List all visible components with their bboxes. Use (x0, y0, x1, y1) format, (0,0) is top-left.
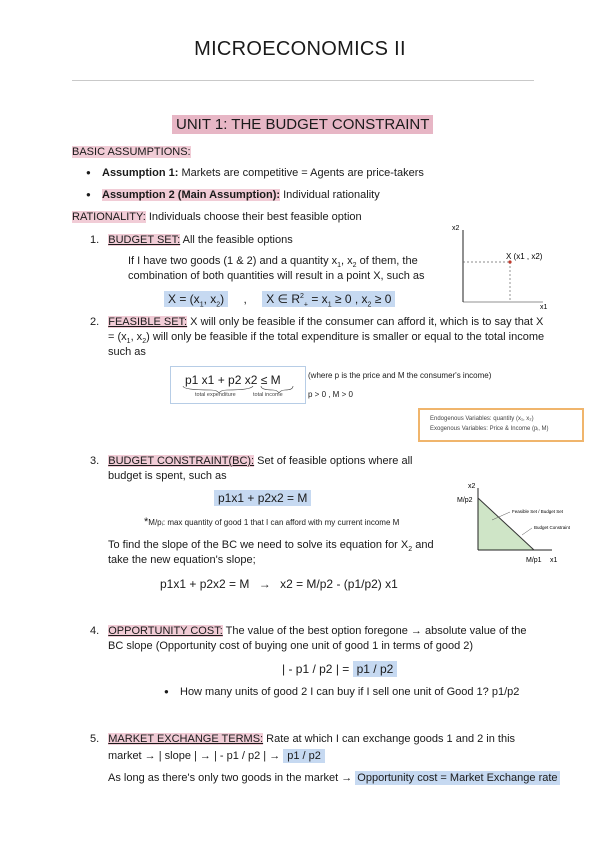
desc1-b: , x (341, 255, 353, 267)
eq1-b: , x (203, 292, 217, 306)
desc1-sub2: 2 (352, 262, 357, 270)
feasible-set-line1: X will only be feasible if the consumer can afford it, which is to say that X (187, 316, 544, 328)
desc1-c: of them, the (356, 255, 418, 267)
basic-assumptions-label: BASIC ASSUMPTIONS: (72, 146, 191, 158)
assumption-1-text: Markets are competitive = Agents are price-takers (178, 167, 424, 179)
eq1-sub1: 1 (199, 301, 204, 309)
graph1-point-label: X (x1 , x2) (506, 252, 543, 261)
bc-solved (160, 577, 398, 591)
exogenous-vars: Exogenous Variables: Price & Income (pᵢ, M) (430, 426, 549, 432)
graph2-y-label: x2 (468, 483, 476, 490)
exchange-line2-highlight: p1 / p2 (283, 749, 325, 763)
bc-solved-right: x2 = M/p2 - (p1/p2) x1 (280, 577, 398, 591)
eq1-c: ) (220, 292, 225, 306)
budget-set-num: 1. (90, 234, 100, 246)
assumption-1 (102, 167, 424, 179)
rationality-text: Individuals choose their best feasible option (145, 211, 362, 223)
exchange-line3 (108, 772, 560, 784)
fs-l2-a: = (x (108, 331, 127, 343)
slope1-a: To find the slope of the BC we need to solve its equation for X (108, 539, 409, 551)
assumption-2-label: Assumption 2 (Main Assumption): (102, 189, 281, 201)
footnote-star: * (144, 516, 149, 528)
set-equation (262, 291, 395, 307)
box-right-caption: total income (253, 392, 283, 398)
budget-set-heading (90, 234, 293, 246)
oc-eq-highlight: p1 / p2 (353, 661, 398, 677)
bc-heading (90, 455, 412, 467)
assumption-2 (102, 189, 380, 201)
exchange-line2-text: market → | slope | → | - p1 / p2 | → (108, 750, 284, 762)
exchange-num: 5. (90, 733, 100, 745)
oc-text: The value of the best option foregone (222, 625, 408, 637)
point-graph (448, 218, 558, 310)
budget-set-desc-1 (128, 255, 418, 269)
feasible-set-heading (90, 316, 543, 328)
exchange-line3-text: As long as there's only two goods in the market → (108, 772, 356, 784)
fs-l2-b: , x (130, 331, 143, 343)
left-brace (183, 386, 253, 393)
graph2-y-intercept: M/p2 (457, 497, 473, 504)
eq2-b: = x (308, 292, 328, 306)
exchange-text: Rate at which I can exchange goods 1 and 2 in this (263, 733, 516, 745)
variables-box (418, 408, 584, 442)
graph2-annotation-1: Feasible Set / Budget Set (512, 509, 564, 514)
slope1-sub: 2 (408, 546, 413, 554)
rationality-label: RATIONALITY: (72, 211, 146, 223)
bc-footnote (144, 516, 399, 528)
fs-l2-sub2: 2 (142, 338, 147, 346)
fs-l2-sub1: 1 (126, 338, 131, 346)
bc-line2: budget is spent, such as (108, 470, 227, 482)
exchange-label: MARKET EXCHANGE TERMS: (108, 733, 264, 745)
graph2-x-intercept: M/p1 (526, 557, 542, 564)
oc-text2: → absolute value of the (407, 625, 527, 637)
oc-line2: BC slope (Opportunity cost of buying one unit of good 1 in terms of good 2) (108, 640, 474, 652)
bc-solved-arrow: → (258, 577, 271, 591)
oc-heading (90, 625, 527, 637)
oc-eq-text: | - p1 / p2 | = (282, 662, 353, 676)
feasible-note: (where p is the price and M the consumer's income) (308, 371, 492, 380)
feasible-set-line3: such as (108, 346, 146, 358)
title-divider (72, 80, 534, 81)
budget-set-desc-2: combination of both quantities will result in a point X, such as (128, 270, 425, 282)
budget-set-text: All the feasible options (180, 234, 293, 246)
oc-equation (282, 662, 397, 676)
eq2-sup: 2 (300, 293, 304, 300)
graph1-x-label: x1 (540, 304, 548, 310)
eq2-sub2: 2 (367, 301, 372, 309)
exchange-line2 (108, 750, 325, 762)
bc-slope-1 (108, 539, 434, 553)
point-equation (164, 291, 228, 307)
eq2-sub1: 1 (327, 301, 332, 309)
oc-label: OPPORTUNITY COST: (108, 625, 223, 637)
graph2-x-label: x1 (550, 557, 558, 564)
feasible-set-line2 (108, 331, 544, 345)
bc-text: Set of feasible options where all (254, 455, 413, 467)
unit-heading: UNIT 1: THE BUDGET CONSTRAINT (172, 115, 433, 134)
box-equation: p1 x1 + p2 x2 ≤ M (185, 373, 281, 387)
assumption-2-text: Individual rationality (280, 189, 380, 201)
exchange-heading (90, 733, 515, 745)
right-brace (261, 386, 293, 393)
assumption-1-label: Assumption 1: (102, 167, 179, 179)
exchange-line3-highlight: Opportunity cost = Market Exchange rate (357, 772, 558, 784)
graph2-annotation-2: Budget Constraint (534, 525, 571, 530)
bc-solved-left: p1x1 + p2x2 = M (160, 577, 250, 591)
bc-label: BUDGET CONSTRAINT(BC): (108, 455, 255, 467)
ann2-pointer (522, 528, 532, 535)
box-braces (181, 385, 301, 393)
eq2-c: ≥ 0 , x (331, 292, 368, 306)
bc-slope-2: take the new equation's slope; (108, 554, 256, 566)
box-left-caption: total expenditure (195, 392, 236, 398)
rationality-line (72, 211, 362, 223)
bc-equation: p1x1 + p2x2 = M (214, 490, 311, 506)
feasibility-equation-box (170, 366, 306, 404)
budget-set-label: BUDGET SET: (108, 234, 181, 246)
eq-separator: , (243, 292, 247, 306)
feasible-set-num: 2. (90, 316, 100, 328)
desc1-sub1: 1 (337, 262, 342, 270)
graph1-y-label: x2 (452, 225, 460, 232)
budget-constraint-graph (452, 480, 582, 570)
eq2-plus: + (303, 301, 308, 309)
feasible-condition: p > 0 , M > 0 (308, 390, 353, 399)
endogenous-vars: Endogenous Variables: quantity (x₁, x₂) (430, 416, 534, 422)
budget-set-equations (164, 292, 395, 308)
desc1-a: If I have two goods (1 & 2) and a quantity x (128, 255, 338, 267)
oc-question: ● How many units of good 2 I can buy if I sell one unit of Good 1? p1/p2 (180, 686, 519, 698)
page-title: MICROECONOMICS II (194, 38, 406, 60)
fs-l2-c: ) will only be feasible if the total expenditure is smaller or equal to the total income (146, 331, 545, 343)
eq1-a: X = (x (168, 292, 200, 306)
eq1-sub2: 2 (216, 301, 221, 309)
bc-num: 3. (90, 455, 100, 467)
slope1-b: and (412, 539, 434, 551)
feasible-set-label: FEASIBLE SET: (108, 316, 188, 328)
oc-num: 4. (90, 625, 100, 637)
eq2-a: X ∈ R (266, 292, 300, 306)
eq2-d: ≥ 0 (371, 292, 392, 306)
footnote-text: M/pᵢ: max quantity of good 1 that I can afford with my current income M (148, 518, 400, 527)
